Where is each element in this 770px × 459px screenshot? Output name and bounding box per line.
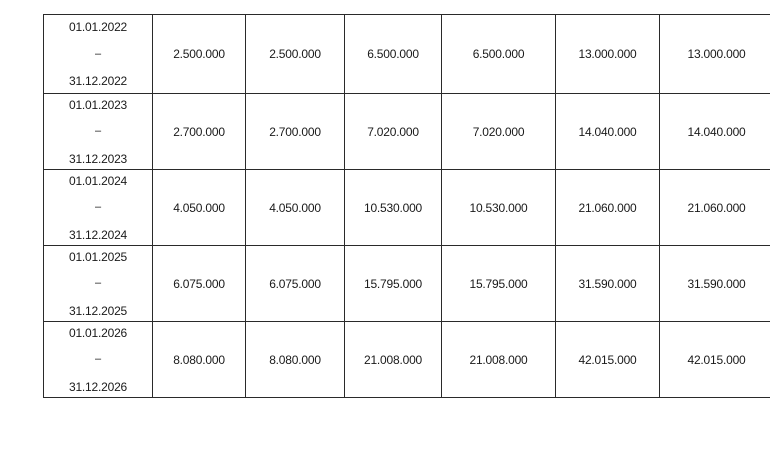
- value-cell: 2.500.000: [153, 15, 246, 94]
- value-cell: 2.700.000: [153, 94, 246, 170]
- value-cell: 42.015.000: [660, 322, 770, 398]
- value-cell: 31.590.000: [556, 246, 660, 322]
- period-cell: [44, 246, 153, 322]
- table-row: [44, 322, 770, 398]
- value-cell: 6.500.000: [345, 15, 442, 94]
- value-cell: 21.060.000: [556, 170, 660, 246]
- period-end: 31.12.2025: [68, 303, 128, 318]
- value-cell: 10.530.000: [345, 170, 442, 246]
- table-row: [44, 15, 770, 94]
- period-end: 31.12.2023: [68, 151, 128, 166]
- value-cell: 6.500.000: [442, 15, 556, 94]
- value-cell: 42.015.000: [556, 322, 660, 398]
- period-cell: [44, 15, 153, 94]
- value-cell: 7.020.000: [345, 94, 442, 170]
- value-cell: 8.080.000: [246, 322, 345, 398]
- value-cell: 10.530.000: [442, 170, 556, 246]
- value-cell: 21.008.000: [345, 322, 442, 398]
- period-start: 01.01.2026: [68, 325, 128, 340]
- value-cell: 13.000.000: [556, 15, 660, 94]
- rates-table: [43, 14, 770, 398]
- table-row: [44, 170, 770, 246]
- value-cell: 15.795.000: [442, 246, 556, 322]
- value-cell: 14.040.000: [556, 94, 660, 170]
- value-cell: 13.000.000: [660, 15, 770, 94]
- period-start: 01.01.2022: [68, 20, 128, 34]
- period-end: 31.12.2026: [68, 379, 128, 394]
- value-cell: 7.020.000: [442, 94, 556, 170]
- value-cell: 21.060.000: [660, 170, 770, 246]
- period-start: 01.01.2024: [68, 173, 128, 188]
- value-cell: 6.075.000: [246, 246, 345, 322]
- table-row: [44, 246, 770, 322]
- value-cell: 14.040.000: [660, 94, 770, 170]
- value-cell: 8.080.000: [153, 322, 246, 398]
- period-cell: [44, 170, 153, 246]
- period-end: 31.12.2022: [68, 74, 128, 88]
- value-cell: 2.500.000: [246, 15, 345, 94]
- period-cell: [44, 94, 153, 170]
- value-cell: 31.590.000: [660, 246, 770, 322]
- value-cell: 15.795.000: [345, 246, 442, 322]
- value-cell: 2.700.000: [246, 94, 345, 170]
- period-end: 31.12.2024: [68, 227, 128, 242]
- period-start: 01.01.2023: [68, 97, 128, 112]
- period-separator: –: [95, 277, 101, 289]
- table-row: [44, 94, 770, 170]
- value-cell: 4.050.000: [246, 170, 345, 246]
- value-cell: 6.075.000: [153, 246, 246, 322]
- period-start: 01.01.2025: [68, 249, 128, 264]
- value-cell: 4.050.000: [153, 170, 246, 246]
- period-separator: –: [95, 125, 101, 137]
- period-separator: –: [95, 47, 101, 60]
- period-separator: –: [95, 353, 101, 365]
- period-separator: –: [95, 201, 101, 213]
- period-cell: [44, 322, 153, 398]
- value-cell: 21.008.000: [442, 322, 556, 398]
